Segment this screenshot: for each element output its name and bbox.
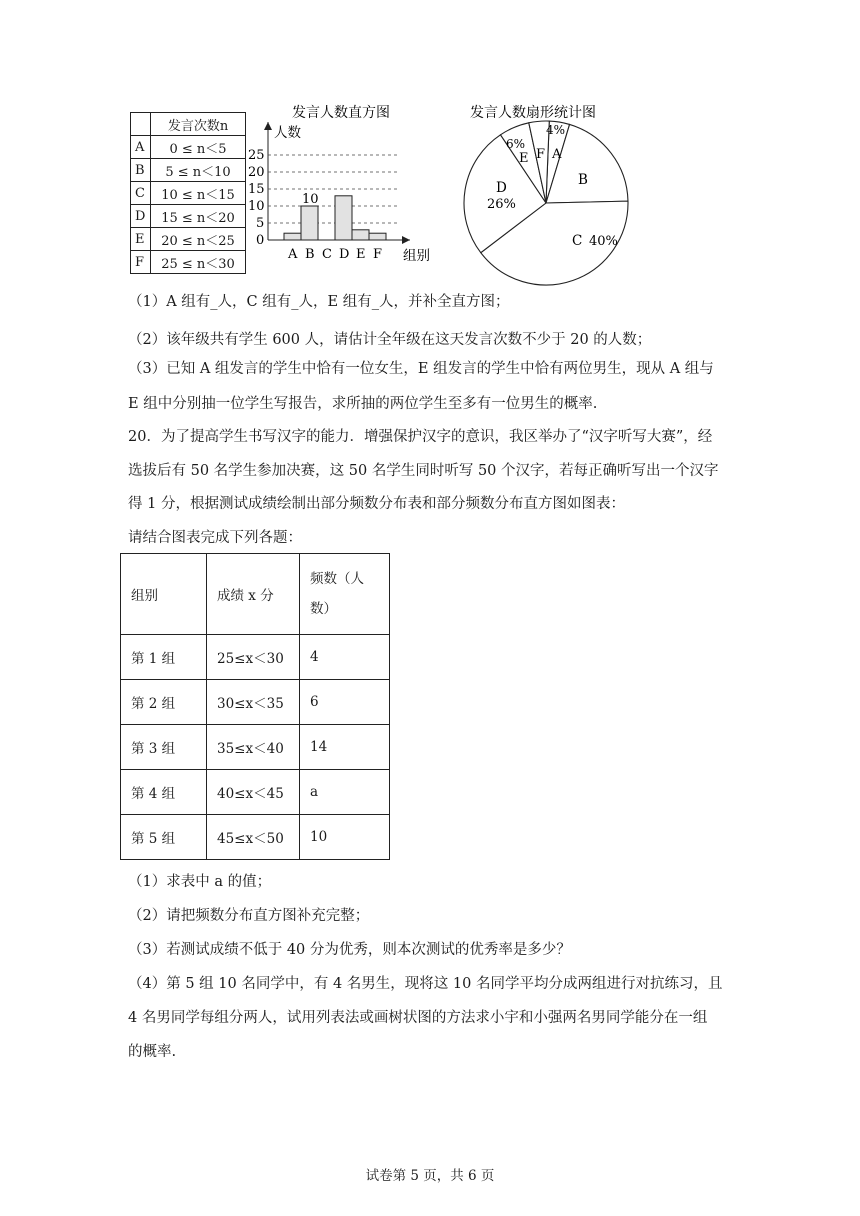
pie-label-a: A: [552, 147, 562, 162]
q20-sub4-line1: （4）第 5 组 10 名同学中，有 4 名男生，现将这 10 名同学平均分成两组进行对抗练习，且: [128, 976, 723, 992]
q20-sub4-line3: 的概率.: [128, 1044, 177, 1060]
group-cell: 第 1 组: [121, 635, 207, 680]
y-tick-label: 20: [248, 165, 265, 180]
range-cell: 25 ≤ n＜30: [151, 251, 246, 274]
q19-part3-line1: （3）已知 A 组发言的学生中恰有一位女生，E 组发言的学生中恰有两位男生，现从 A 组与: [128, 361, 714, 377]
pie-label-b: B: [578, 172, 588, 188]
table-header-row: [121, 554, 390, 635]
header-frequency-line2: 数）: [310, 601, 337, 617]
y-tick-label: 15: [248, 182, 265, 197]
score-frequency-table: [120, 553, 390, 860]
frequency-cell: 10: [300, 815, 390, 860]
score-cell: 25≤x＜30: [207, 635, 300, 680]
score-cell: 35≤x＜40: [207, 725, 300, 770]
pie-label-c: C: [572, 233, 583, 249]
table-row: [121, 680, 390, 725]
q19-part1: （1）A 组有_人，C 组有_人，E 组有_人，并补全直方图；: [128, 294, 510, 310]
pie-title: 发言人数扇形统计图: [470, 105, 596, 121]
table-row: [131, 205, 246, 228]
pie-label-d: D: [496, 180, 507, 196]
y-tick-label: 5: [256, 216, 265, 231]
x-tick-label: C: [322, 247, 332, 262]
speech-pie-chart: [458, 100, 648, 290]
group-cell: 第 5 组: [121, 815, 207, 860]
x-tick-label: A: [288, 247, 298, 262]
histogram-title: 发言人数直方图: [292, 105, 390, 121]
range-cell: 20 ≤ n＜25: [151, 228, 246, 251]
header-frequency-line1: 频数（人: [310, 571, 364, 587]
header-frequency: [300, 554, 390, 635]
table-row: [121, 770, 390, 815]
y-tick-label: 10: [248, 199, 265, 214]
header-score: 成绩 x 分: [207, 554, 300, 635]
histogram-bar-e: [352, 230, 369, 240]
histogram-bar-a: [284, 233, 301, 240]
x-tick-label: B: [305, 247, 315, 262]
range-cell: 0 ≤ n＜5: [151, 136, 246, 159]
table-row: [121, 635, 390, 680]
group-cell: E: [131, 228, 151, 251]
q20-sub1: （1）求表中 a 的值；: [128, 874, 272, 890]
table-row: [131, 136, 246, 159]
x-tick-label: F: [373, 247, 383, 262]
table-row: [131, 182, 246, 205]
speech-count-table: [130, 112, 246, 274]
table-header-row: [131, 113, 246, 136]
x-tick-label: E: [356, 247, 366, 262]
q20-line4: 请结合图表完成下列各题：: [128, 530, 302, 546]
group-cell: 第 2 组: [121, 680, 207, 725]
q19-part2: （2）该年级共有学生 600 人，请估计全年级在这天发言次数不少于 20 的人数；: [128, 332, 652, 348]
table-row: [121, 815, 390, 860]
pie-label-e-pct: 6%: [506, 137, 526, 151]
pie-label-a-pct: 4%: [546, 123, 566, 137]
bar-data-label: 10: [302, 192, 319, 207]
group-cell: A: [131, 136, 151, 159]
q20-sub4-line2: 4 名男同学每组分两人，试用列表法或画树状图的方法求小宇和小强两名男同学能分在一组: [128, 1010, 708, 1026]
frequency-cell: 6: [300, 680, 390, 725]
group-cell: B: [131, 159, 151, 182]
score-cell: 30≤x＜35: [207, 680, 300, 725]
group-cell: C: [131, 182, 151, 205]
y-axis-arrow-icon: [264, 122, 272, 130]
frequency-cell: 14: [300, 725, 390, 770]
pie-label-f: F: [536, 147, 546, 162]
range-cell: 15 ≤ n＜20: [151, 205, 246, 228]
table-cell: [131, 113, 151, 136]
group-cell: F: [131, 251, 151, 274]
pie-label-c-pct: 40%: [589, 234, 618, 249]
y-tick-label: 0: [256, 233, 265, 248]
frequency-cell: 4: [300, 635, 390, 680]
group-cell: 第 3 组: [121, 725, 207, 770]
score-cell: 40≤x＜45: [207, 770, 300, 815]
group-cell: 第 4 组: [121, 770, 207, 815]
page-footer: 试卷第 5 页，共 6 页: [365, 1168, 495, 1184]
frequency-cell: a: [300, 770, 390, 815]
group-cell: D: [131, 205, 151, 228]
y-axis-label: 人数: [274, 125, 301, 141]
q20-sub3: （3）若测试成绩不低于 40 分为优秀，则本次测试的优秀率是多少？: [128, 942, 571, 958]
x-tick-label: D: [339, 247, 350, 262]
histogram-bar-b: [301, 206, 318, 240]
q20-line3: 得 1 分，根据测试成绩绘制出部分频数分布表和部分频数分布直方图如图表：: [128, 496, 625, 512]
q19-part3-line2: E 组中分别抽一位学生写报告，求所抽的两位学生至多有一位男生的概率.: [128, 396, 598, 412]
table-header-cell: 发言次数n: [151, 113, 246, 136]
y-tick-label: 25: [248, 148, 265, 163]
range-cell: 5 ≤ n＜10: [151, 159, 246, 182]
pie-label-e: E: [519, 151, 529, 166]
speech-histogram: [250, 100, 450, 270]
header-group: 组别: [121, 554, 207, 635]
pie-label-d-pct: 26%: [487, 197, 516, 212]
table-row: [131, 251, 246, 274]
table-row: [131, 159, 246, 182]
q20-line2: 选拔后有 50 名学生参加决赛，这 50 名学生同时听写 50 个汉字，若每正确听写出一个汉字: [128, 463, 719, 479]
table-row: [131, 228, 246, 251]
table-row: [121, 725, 390, 770]
range-cell: 10 ≤ n＜15: [151, 182, 246, 205]
histogram-bar-f: [369, 233, 386, 240]
histogram-bar-d: [335, 196, 352, 240]
x-axis-label: 组别: [403, 248, 430, 264]
x-axis-arrow-icon: [402, 236, 410, 244]
score-cell: 45≤x＜50: [207, 815, 300, 860]
q20-line1: 20．为了提高学生书写汉字的能力．增强保护汉字的意识，我区举办了“汉字听写大赛”，经: [128, 429, 713, 445]
q20-sub2: （2）请把频数分布直方图补充完整；: [128, 908, 370, 924]
